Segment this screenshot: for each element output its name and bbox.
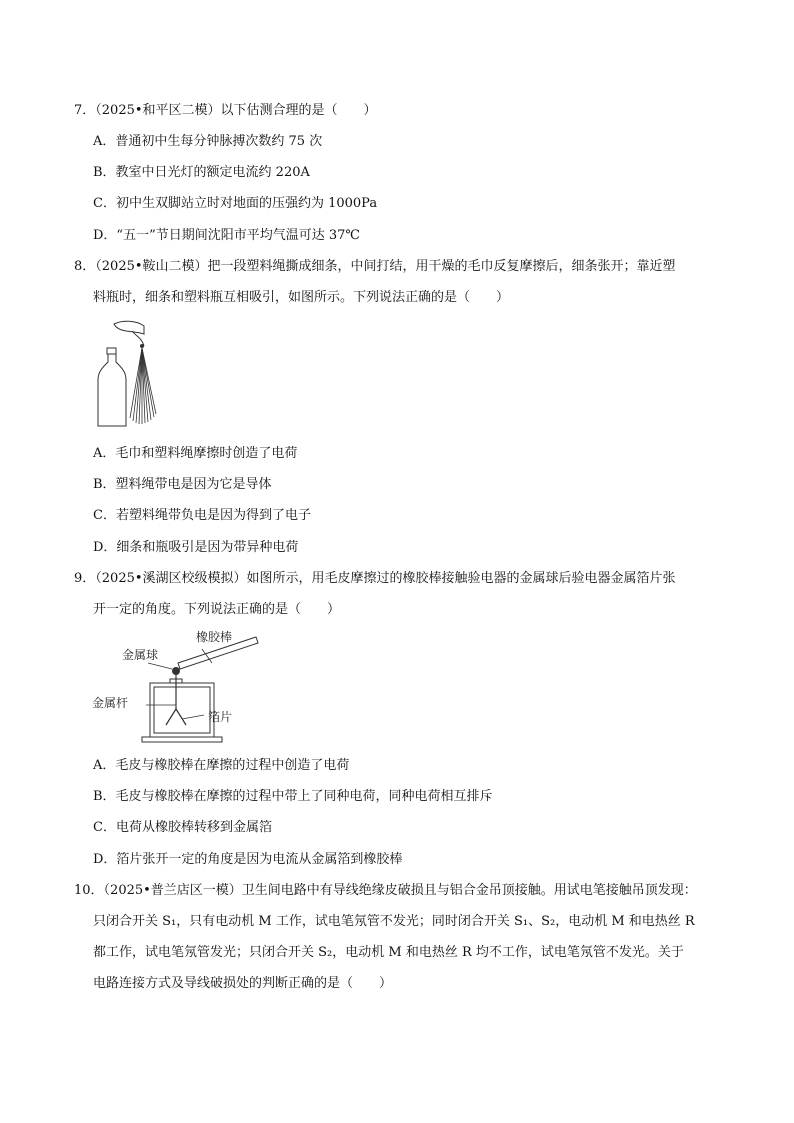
question-8-option-c: C．若塑料绳带负电是因为得到了电子 (93, 508, 311, 523)
bottle-illustration (98, 348, 126, 426)
question-10-stem-line-3: 都工作，试电笔氖管发光；只闭合开关 S₂，电动机 M 和电热丝 R 均不工作，试电笔氖管不发光。关于 (93, 945, 684, 960)
question-9-stem: 9．（2025•溪湖区校级模拟）如图所示，用毛皮摩擦过的橡胶棒接触验电器的金属球后验电器金属箔片张 (74, 571, 676, 586)
question-9-option-c: C．电荷从橡胶棒转移到金属箔 (93, 820, 272, 835)
label-rubber-rod: 橡胶棒 (196, 630, 233, 644)
question-7-option-a: A．普通初中生每分钟脉搏次数约 75 次 (93, 134, 323, 149)
question-7-stem: 7．（2025•和平区二模）以下估测合理的是（ ） (74, 103, 377, 118)
question-7-option-b: B．教室中日光灯的额定电流约 220A (93, 165, 310, 180)
question-8-option-a: A．毛巾和塑料绳摩擦时创造了电荷 (93, 446, 298, 461)
question-10-stem: 10．（2025•普兰店区一模）卫生间电路中有导线绝缘皮破损且与铝合金吊顶接触。用试电笔接触吊顶发现： (74, 883, 697, 898)
foil-illustration (166, 709, 186, 725)
label-foil: 箔片 (208, 710, 233, 724)
question-10-stem-line-4: 电路连接方式及导线破损处的判断正确的是（ ） (93, 976, 393, 991)
label-metal-ball: 金属球 (122, 648, 159, 662)
question-8-figure-bottle-strings (92, 318, 162, 430)
label-metal-bar: 金属杆 (92, 696, 129, 710)
question-8-option-d: D．细条和瓶吸引是因为带异种电荷 (93, 540, 299, 555)
question-8-stem-continued: 料瓶时，细条和塑料瓶互相吸引，如图所示。下列说法正确的是（ ） (93, 290, 510, 305)
question-8-stem: 8．（2025•鞍山二模）把一段塑料绳撕成细条，中间打结，用干燥的毛巾反复摩擦后，细条张开；靠近塑 (74, 259, 676, 274)
question-7-option-c: C．初中生双脚站立时对地面的压强约为 1000Pa (93, 196, 378, 211)
question-9-option-a: A．毛皮与橡胶棒在摩擦的过程中创造了电荷 (93, 758, 350, 773)
plastic-strings-illustration (130, 348, 156, 424)
question-10-stem-line-2: 只闭合开关 S₁，只有电动机 M 工作，试电笔氖管不发光；同时闭合开关 S₁、S₂，电动机 M 和电热丝 R (93, 914, 695, 929)
question-9-option-b: B．毛皮与橡胶棒在摩擦的过程中带上了同种电荷，同种电荷相互排斥 (93, 789, 493, 804)
question-9-option-d: D．箔片张开一定的角度是因为电流从金属箔到橡胶棒 (93, 852, 403, 867)
question-7-option-d: D．“五一”节日期间沈阳市平均气温可达 37℃ (93, 228, 360, 243)
hand-illustration (114, 321, 144, 334)
question-9-figure-electroscope (92, 627, 262, 745)
question-9-stem-continued: 开一定的角度。下列说法正确的是（ ） (93, 602, 341, 617)
question-8-option-b: B．塑料绳带电是因为它是导体 (93, 477, 272, 492)
metal-ball-illustration (172, 667, 180, 675)
